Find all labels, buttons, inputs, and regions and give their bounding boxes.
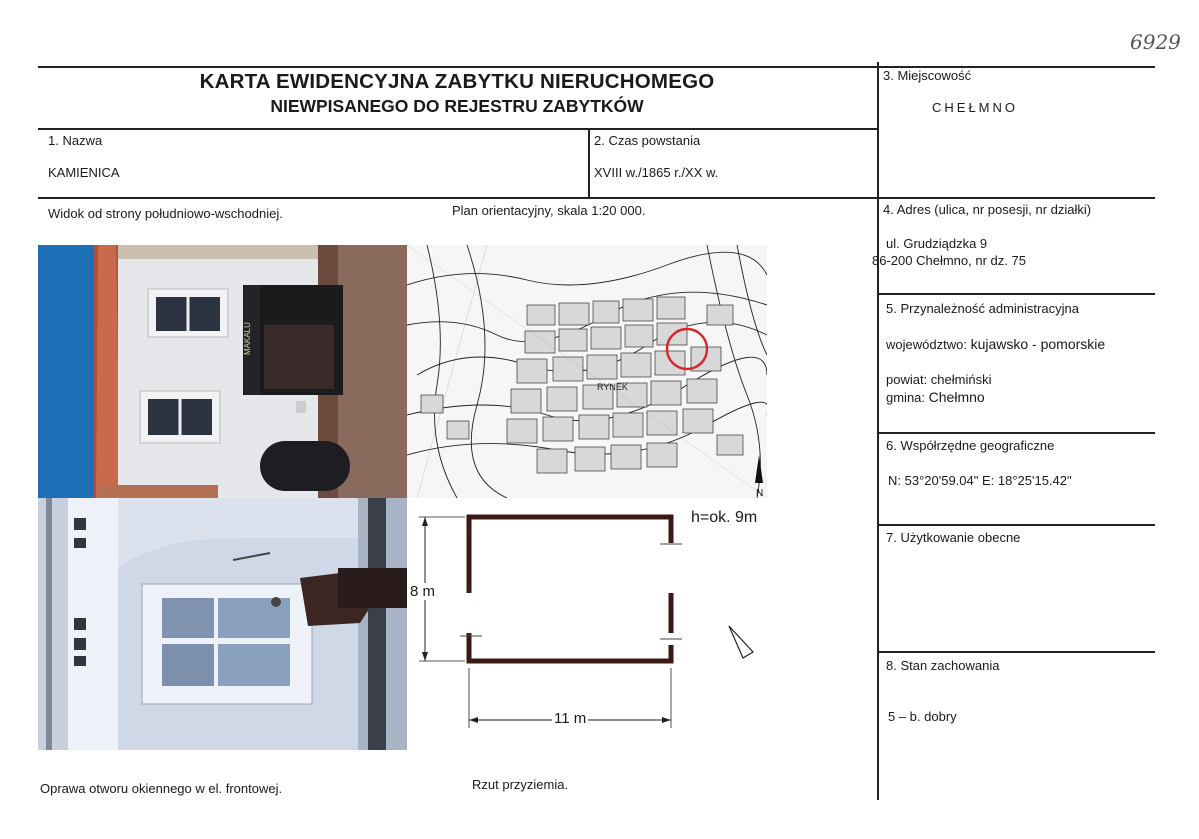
card-title: KARTA EWIDENCYJNA ZABYTKU NIERUCHOMEGO	[199, 70, 715, 93]
field-voivodeship	[886, 336, 1105, 352]
commune-label: gmina:	[886, 390, 926, 405]
field-condition-label: 8. Stan zachowania	[886, 658, 1000, 673]
field-address-label: 4. Adres (ulica, nr posesji, nr działki)	[883, 202, 1092, 217]
frame-right-column-divider	[877, 62, 879, 800]
field-address-line2: 86-200 Chełmno, nr dz. 75	[872, 253, 1026, 268]
orientation-map-image	[407, 245, 767, 498]
floor-plan	[407, 498, 767, 750]
floorplan-dim-horizontal: 11 m	[554, 710, 587, 727]
caption-plan: Plan orientacyjny, skala 1:20 000.	[452, 203, 646, 218]
window-photo	[38, 498, 407, 750]
floorplan-dim-vertical: 8 m	[410, 583, 436, 600]
commune-value: Chełmno	[928, 389, 985, 405]
frame-divider	[588, 128, 590, 197]
field-admin-label: 5. Przynależność administracyjna	[886, 301, 1079, 316]
caption-view: Widok od strony południowo-wschodniej.	[48, 206, 283, 221]
card-subtitle: NIEWPISANEGO DO REJESTRU ZABYTKÓW	[270, 96, 644, 116]
frame-line	[38, 128, 878, 130]
voivodeship-label: województwo:	[886, 337, 967, 352]
caption-window: Oprawa otworu okiennego w el. frontowej.	[40, 781, 283, 796]
field-commune	[886, 389, 985, 405]
field-coords-value: N: 53°20'59.04" E: 18°25'15.42"	[888, 473, 1072, 488]
floorplan-north-arrow	[729, 626, 753, 658]
caption-floorplan: Rzut przyziemia.	[472, 777, 569, 792]
frame-line	[878, 524, 1155, 526]
orientation-map	[407, 245, 767, 498]
field-address-line1: ul. Grudziądzka 9	[886, 236, 988, 251]
facade-photo	[38, 245, 407, 498]
frame-line	[38, 197, 1155, 199]
field-name-label: 1. Nazwa	[48, 133, 103, 148]
window-photo-image	[38, 498, 407, 750]
shop-sign: MAKALU	[243, 322, 252, 355]
field-locality-label: 3. Miejscowość	[883, 68, 972, 83]
frame-top-line	[38, 66, 1155, 68]
archive-number: 6929	[1130, 30, 1181, 54]
field-date-value: XVIII w./1865 r./XX w.	[594, 165, 719, 180]
map-market-label: RYNEK	[597, 382, 628, 392]
frame-line	[878, 293, 1155, 295]
frame-line	[878, 651, 1155, 653]
field-locality-value: CHEŁMNO	[932, 100, 1019, 115]
field-usage-label: 7. Użytkowanie obecne	[886, 530, 1021, 545]
field-date-label: 2. Czas powstania	[594, 133, 701, 148]
field-county: powiat: chełmiński	[886, 372, 992, 387]
field-condition-value: 5 – b. dobry	[888, 709, 957, 724]
floorplan-height-note: h=ok. 9m	[691, 509, 758, 526]
frame-line	[878, 432, 1155, 434]
voivodeship-value: kujawsko - pomorskie	[970, 336, 1106, 352]
field-name-value: KAMIENICA	[48, 165, 120, 180]
field-coords-label: 6. Współrzędne geograficzne	[886, 438, 1055, 453]
map-north-label: N	[756, 488, 764, 498]
facade-photo-image	[38, 245, 407, 498]
